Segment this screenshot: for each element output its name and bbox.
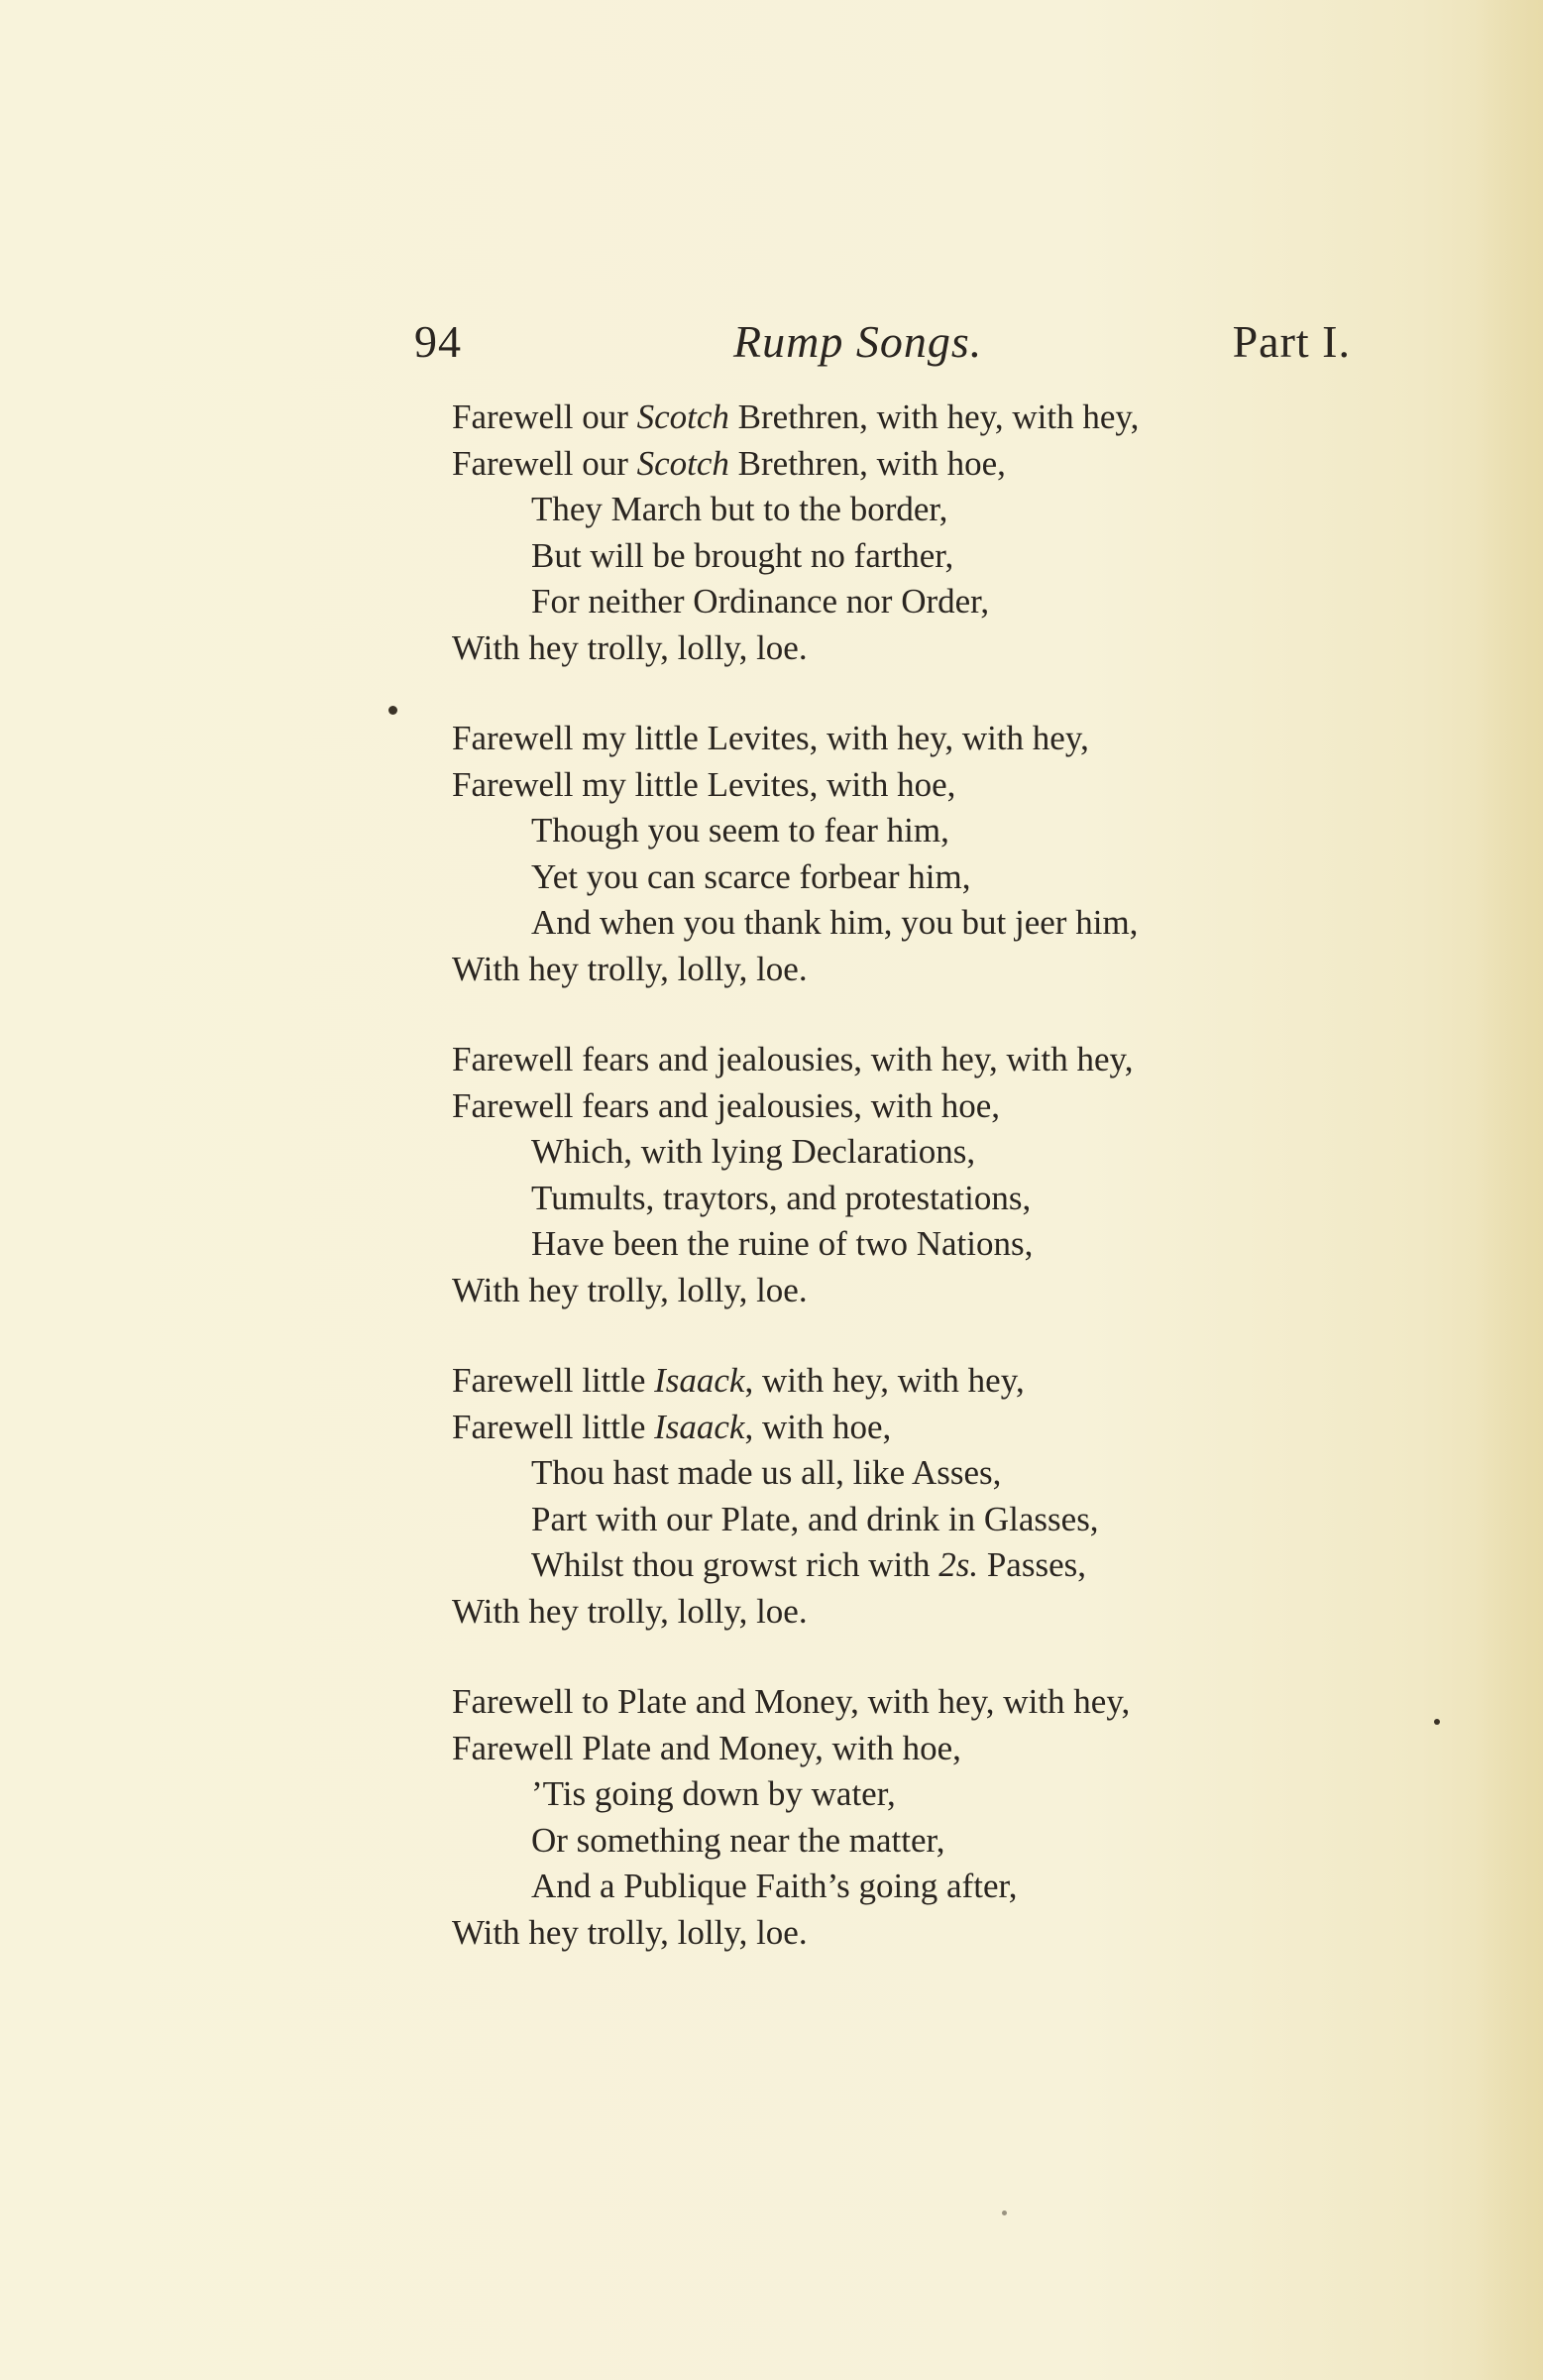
text-segment: With hey trolly, lolly, loe. <box>452 949 808 988</box>
poem-line <box>452 487 1344 533</box>
text-segment: Farewell our <box>452 397 637 436</box>
text-segment: For neither Ordinance nor Order, <box>531 582 990 621</box>
poem-line <box>452 808 1344 854</box>
poem-line <box>452 1589 1344 1636</box>
text-segment: Farewell my little Levites, with hoe, <box>452 764 956 804</box>
poem-line <box>452 762 1344 809</box>
text-segment: Have been the ruine of two Nations, <box>531 1224 1034 1263</box>
text-segment: , with hey, with hey, <box>744 1361 1025 1400</box>
poem-line <box>452 441 1344 488</box>
text-segment: With hey trolly, lolly, loe. <box>452 627 808 667</box>
text-segment: Farewell little <box>452 1361 655 1400</box>
text-segment: But will be brought no farther, <box>531 535 954 575</box>
poem-line <box>452 533 1344 580</box>
text-segment: Farewell fears and jealousies, with hey, with hey, <box>452 1040 1134 1078</box>
poem-line <box>452 1679 1344 1726</box>
italic-segment: 2s. <box>938 1545 979 1584</box>
text-segment: Farewell to Plate and Money, with hey, with hey, <box>452 1682 1131 1721</box>
poem-line <box>452 716 1344 762</box>
text-segment: , with hoe, <box>744 1407 892 1446</box>
text-segment: With hey trolly, lolly, loe. <box>452 1591 808 1631</box>
stanza <box>452 1037 1344 1313</box>
ink-speck <box>388 706 397 715</box>
poem-line <box>452 625 1344 672</box>
poem-line <box>452 1542 1344 1589</box>
text-segment: Part with our Plate, and drink in Glasses, <box>531 1499 1099 1538</box>
poem-line <box>452 1358 1344 1405</box>
text-segment: Yet you can scarce forbear him, <box>531 856 971 896</box>
italic-segment: Scotch <box>636 443 729 483</box>
poem-line <box>452 1771 1344 1818</box>
stanza <box>452 395 1344 671</box>
poem-line <box>452 1405 1344 1451</box>
text-segment: Brethren, with hoe, <box>728 443 1006 483</box>
text-segment: Farewell my little Levites, with hey, with hey, <box>452 719 1089 757</box>
text-segment: And when you thank him, you but jeer him, <box>531 903 1139 942</box>
poem-line <box>452 1450 1344 1497</box>
poem-line <box>452 1864 1344 1910</box>
text-segment: Farewell our <box>452 443 637 483</box>
ink-speck <box>1434 1719 1440 1725</box>
poem-line <box>452 1818 1344 1865</box>
text-segment: Though you seem to fear him, <box>531 811 949 850</box>
poem-line <box>452 854 1344 901</box>
text-segment: With hey trolly, lolly, loe. <box>452 1912 808 1952</box>
running-title: Rump Songs. <box>733 316 983 367</box>
text-segment: Farewell Plate and Money, with hoe, <box>452 1728 961 1767</box>
text-segment: ’Tis going down by water, <box>531 1774 896 1813</box>
poem-line <box>452 947 1344 993</box>
poem-line <box>452 900 1344 947</box>
text-segment: Whilst thou growst rich with <box>531 1545 939 1584</box>
text-segment: Farewell fears and jealousies, with hoe, <box>452 1085 1001 1125</box>
text-segment: Thou hast made us all, like Asses, <box>531 1453 1002 1492</box>
italic-segment: Scotch <box>636 397 729 436</box>
page-number: 94 <box>414 316 462 367</box>
italic-segment: Isaack <box>654 1361 745 1400</box>
text-segment: Which, with lying Declarations, <box>531 1132 976 1171</box>
running-head <box>414 315 1351 375</box>
text-segment: And a Publique Faith’s going after, <box>531 1867 1018 1905</box>
text-segment: Or something near the matter, <box>531 1820 945 1860</box>
poem-line <box>452 1129 1344 1176</box>
ink-speck <box>1002 2210 1007 2215</box>
text-segment: Brethren, with hey, with hey, <box>728 397 1140 436</box>
poem-line <box>452 1037 1344 1083</box>
poem-body <box>452 395 1344 2000</box>
stanza <box>452 1358 1344 1635</box>
part-label: Part I. <box>1232 316 1351 367</box>
poem-line <box>452 1726 1344 1772</box>
poem-line <box>452 1176 1344 1222</box>
poem-line <box>452 579 1344 625</box>
poem-line <box>452 1268 1344 1314</box>
poem-line <box>452 395 1344 441</box>
text-segment: They March but to the border, <box>531 490 948 528</box>
text-segment: Farewell little <box>452 1407 655 1446</box>
poem-line <box>452 1083 1344 1130</box>
text-segment: Passes, <box>978 1545 1086 1584</box>
poem-line <box>452 1497 1344 1543</box>
page-edge-shading <box>1474 0 1543 2380</box>
stanza <box>452 1679 1344 1956</box>
italic-segment: Isaack <box>654 1407 745 1446</box>
stanza <box>452 716 1344 992</box>
text-segment: With hey trolly, lolly, loe. <box>452 1270 808 1309</box>
text-segment: Tumults, traytors, and protestations, <box>531 1178 1032 1217</box>
poem-line <box>452 1910 1344 1957</box>
poem-line <box>452 1221 1344 1268</box>
